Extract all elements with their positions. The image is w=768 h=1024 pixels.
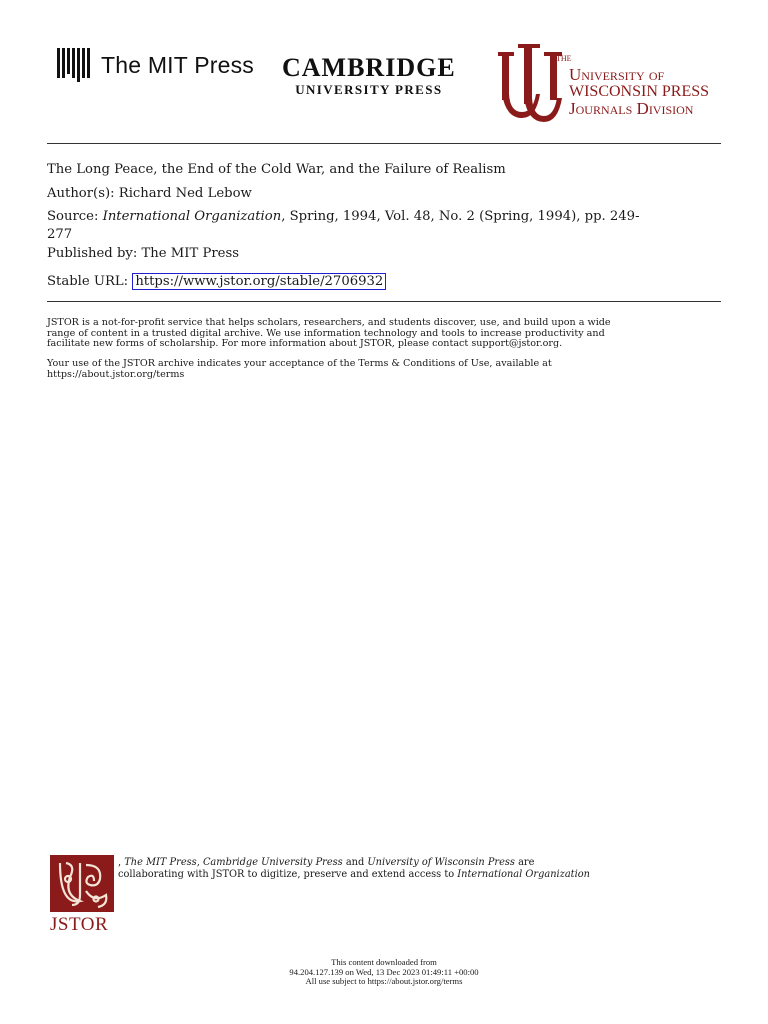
top-divider	[47, 143, 721, 144]
jstor-wordmark: JSTOR	[50, 914, 109, 935]
stable-url-link[interactable]: https://www.jstor.org/stable/2706932	[132, 273, 386, 290]
collab-and: and	[345, 857, 365, 868]
publisher-name: The MIT Press	[141, 246, 239, 261]
source-details: , Spring, 1994, Vol. 48, No. 2 (Spring, 1994), pp. 249-	[281, 209, 640, 224]
publisher-logos	[0, 0, 768, 140]
cambridge-logo	[282, 54, 456, 98]
mit-press-logo	[57, 48, 254, 82]
wisconsin-the: THE	[556, 54, 572, 63]
wisconsin-logo	[496, 44, 726, 124]
collaboration-statement	[118, 857, 718, 880]
collab-are: are	[518, 857, 535, 868]
notice-line: facilitate new forms of scholarship. For more information about JSTOR, please contact support@jstor.org.	[47, 338, 563, 349]
source-details-cont: 277	[47, 227, 73, 242]
author-label: Author(s):	[47, 186, 115, 201]
stable-url-line	[47, 273, 722, 291]
author-name: Richard Ned Lebow	[118, 186, 252, 201]
stable-url-label: Stable URL:	[47, 274, 129, 289]
footer-line-2: 94.204.127.139 on Wed, 13 Dec 2023 01:49:11 +00:00	[289, 966, 479, 977]
jstor-notice	[47, 318, 727, 350]
notice-line: range of content in a trusted digital archive. We use information technology and tools to increase productivity and	[47, 327, 605, 339]
terms-notice	[47, 359, 727, 380]
wisconsin-line-1: University of	[569, 65, 665, 84]
collab-line-2: collaborating with JSTOR to digitize, preserve and extend access to	[118, 868, 455, 880]
collab-sep: ,	[196, 857, 200, 868]
article-title: The Long Peace, the End of the Cold War, and the Failure of Realism	[47, 162, 506, 177]
author-line	[47, 185, 722, 203]
wisconsin-line-2: WISCONSIN PRESS	[569, 83, 710, 100]
footer-line-1: This content downloaded from	[331, 957, 437, 967]
collab-cambridge: Cambridge University Press	[202, 857, 343, 868]
collab-journal: International Organization	[457, 868, 590, 880]
download-footer	[0, 958, 768, 987]
collab-mit: The MIT Press	[124, 857, 197, 868]
mit-press-wordmark: The MIT Press	[101, 51, 254, 78]
collab-lead: ,	[118, 857, 122, 868]
publisher-label: Published by:	[47, 246, 138, 261]
notice-line: JSTOR is a not-for-profit service that helps scholars, researchers, and students discover, use, and build upon a wide	[47, 317, 611, 328]
cambridge-subtitle: UNIVERSITY PRESS	[295, 82, 443, 97]
collab-wisconsin: University of Wisconsin Press	[367, 857, 515, 868]
publisher-line	[47, 245, 722, 263]
cambridge-wordmark: CAMBRIDGE	[282, 53, 456, 82]
mit-bars-icon	[57, 48, 92, 82]
source-journal: International Organization	[102, 209, 282, 224]
terms-url: https://about.jstor.org/terms	[47, 368, 185, 380]
footer-line-3: All use subject to https://about.jstor.org/terms	[305, 976, 463, 986]
source-label: Source:	[47, 209, 99, 224]
terms-line: Your use of the JSTOR archive indicates your acceptance of the Terms & Conditions of Use, available at	[47, 358, 552, 369]
wisconsin-wordmark	[569, 66, 709, 117]
source-line	[47, 208, 722, 244]
mid-divider	[47, 301, 721, 302]
wisconsin-line-3: Journals Division	[569, 99, 694, 118]
